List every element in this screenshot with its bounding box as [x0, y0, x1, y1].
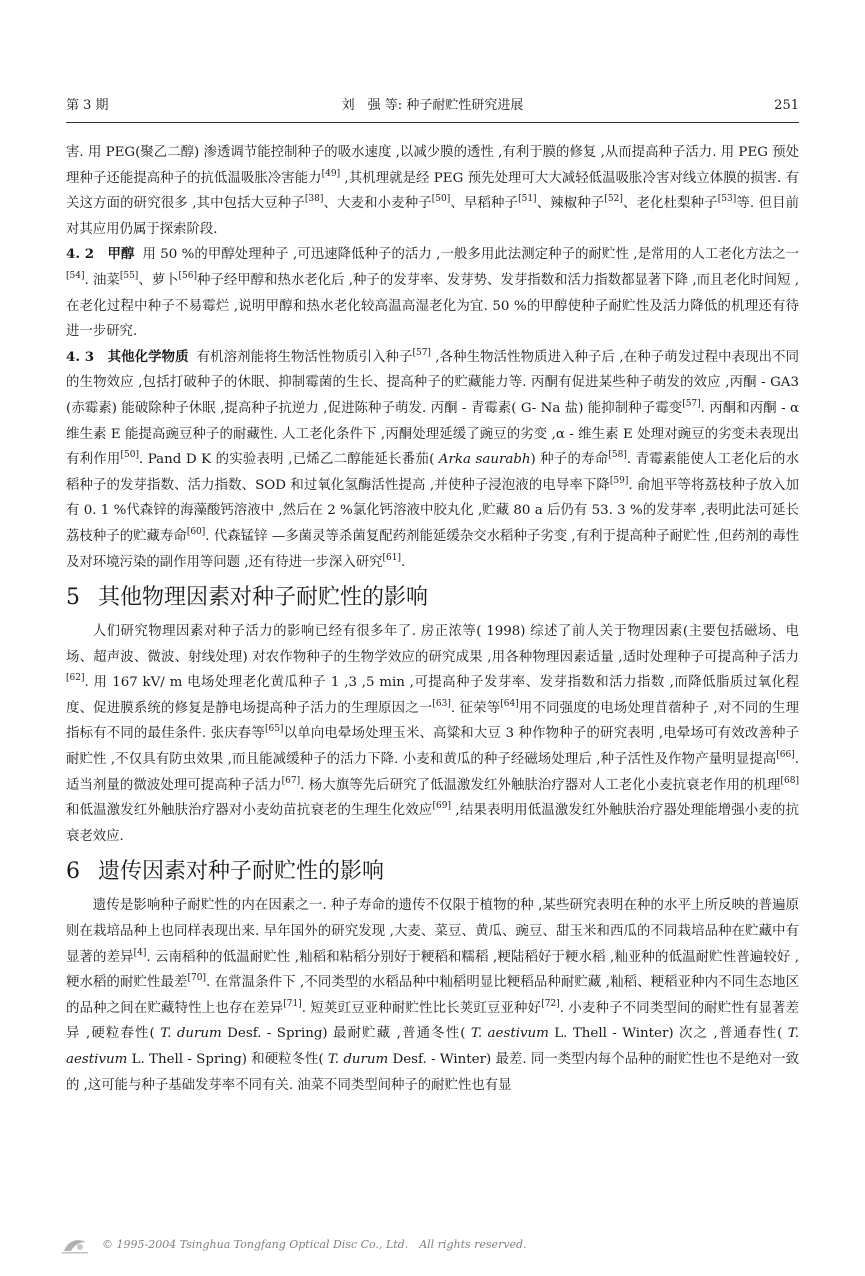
text-run: . 在常温条件下 ,不同类型的水稻品种中籼稻明显比粳稻品种耐贮藏 ,籼稻、粳稻亚种内不同生态地区的品种之间在贮藏特性上也存在差异 — [66, 975, 799, 1016]
text-run: . Pand D K 的实验表明 ,已烯乙二醇能延长番茄( — [139, 452, 439, 468]
section-heading-6 — [66, 857, 799, 887]
paragraph-other-chemicals — [66, 345, 799, 575]
citation-ref: [52] — [604, 194, 623, 205]
text-run: . 适当剂量的微波处理可提高种子活力 — [66, 752, 799, 793]
text-run: . 征荣等 — [450, 700, 501, 716]
text-run: 人们研究物理因素对种子活力的影响已经有很多年了. 房正浓等( 1998) 综述了前人关于物理因素(主要包括磁场、电场、超声波、微波、射线处理) 对农作物种子的生物学效应的研究成果 ,用各种物理因素适量 ,适时处理种子可提高种子活力 — [66, 624, 799, 665]
citation-ref: [58] — [608, 450, 627, 461]
text-run: 、萝卜 — [138, 272, 179, 288]
journal-issue: 第 3 期 — [66, 98, 109, 113]
citation-ref: [4] — [133, 947, 147, 958]
citation-ref: [68] — [780, 775, 800, 786]
citation-ref: [50] — [431, 194, 451, 205]
citation-ref: [62] — [66, 673, 85, 684]
citation-ref: [65] — [264, 724, 284, 735]
cnki-logo-icon — [60, 1234, 90, 1256]
text-run: L. Thell - Winter) 次之 ,普通春性( — [548, 1026, 788, 1042]
citation-ref: [63] — [432, 698, 451, 709]
copyright-notice: © 1995-2004 Tsinghua Tongfang Optical Disc Co., Ltd. All rights reserved. — [102, 1238, 527, 1251]
text-run: 有机溶剂能将生物活性物质引入种子 — [196, 349, 413, 365]
text-run: ,结果表明用低温激发红外触肤治疗器处理能增强小麦的抗衰老效应. — [66, 803, 799, 844]
citation-ref: [60] — [186, 526, 206, 537]
citation-ref: [56] — [178, 270, 198, 281]
citation-ref: [49] — [321, 168, 341, 179]
citation-ref: [38] — [304, 194, 324, 205]
citation-ref: [71] — [283, 998, 302, 1009]
citation-ref: [57] — [682, 398, 701, 409]
text-run: ,其机理就是经 PEG 预先处理可大大减轻低温吸胀冷害对线立体膜的损害. 有关这方面的研究很多 ,其中包括大豆种子 — [66, 170, 799, 212]
text-run: ,各种生物活性物质进入种子后 ,在种子萌发过程中表现出不同的生物效应 ,包括打破种子的休眠、抑制霉菌的生长、提高种子的贮藏能力等. 丙酮有促进某些种子萌发的效应 ,丙酮 - GA3 (赤霉素) 能破除种子休眠 ,提高种子抗逆力 ,促进陈种子萌发. 丙酮 - 青霉素( G- Na 盐) 能抑制种子霉变 — [66, 349, 800, 416]
section-title: 其他物理因素对种子耐贮性的影响 — [98, 585, 429, 611]
text-run: 害. 用 PEG(聚乙二醇) 渗透调节能控制种子的吸水速度 ,以减少膜的透性 ,有利于膜的修复 ,从而提高种子活力. 用 PEG 预处理种子还能提高种子的抗低温吸胀冷害能力 — [66, 145, 799, 186]
text-run: . 短荚豇豆亚种耐贮性比长荚豇豆亚种好 — [301, 1000, 542, 1016]
citation-ref: [54] — [66, 270, 85, 281]
citation-ref: [70] — [187, 973, 206, 984]
species-name: T. aestivum — [470, 1026, 549, 1042]
subsection-title-4-3: 4. 3 其他化学物质 — [66, 348, 189, 365]
section-number: 5 — [66, 585, 80, 611]
species-name: T. durum — [327, 1052, 389, 1067]
paragraph-peg — [66, 140, 799, 242]
text-run: 遗传是影响种子耐贮性的内在因素之一. 种子寿命的遗传不仅限于植物的种 ,某些研究表明在种的水平上所反映的普遍原则在栽培品种上也同样表现出来. 早年国外的研究发现 ,大麦、菜豆、黄瓜、豌豆、甜玉米和西瓜的不同栽培品种在贮藏中有显著的差异 — [66, 898, 799, 965]
section-title: 遗传因素对种子耐贮性的影响 — [98, 859, 385, 885]
citation-ref: [66] — [776, 750, 795, 761]
text-run: . 油菜 — [84, 272, 120, 288]
citation-ref: [59] — [609, 475, 629, 486]
species-name: Arka saurabh — [438, 452, 531, 468]
citation-ref: [53] — [717, 194, 737, 205]
text-run: . 丙酮和丙酮 - α 维生素 E 能提高豌豆种子的耐藏性. 人工老化条件下 ,丙酮处理延缓了豌豆的劣变 ,α - 维生素 E 处理对豌豆的劣变未表现出有利作用 — [66, 400, 799, 468]
text-run: L. Thell - Spring) 和硬粒冬性( — [127, 1052, 328, 1067]
text-run: 、辣椒种子 — [536, 196, 605, 212]
text-run: Desf. - Spring) 最耐贮藏 ,普通冬性( — [221, 1026, 471, 1042]
text-run: . 青霉素能使人工老化后的水稻种子的发芽指数、活力指数、SOD 和过氧化氢酶活性提高 ,并使种子浸泡液的电导率下降 — [66, 452, 800, 493]
text-run: 用 50 %的甲醇处理种子 ,可迅速降低种子的活力 ,一般多用此法测定种子的耐贮性 ,是常用的人工老化方法之一 — [142, 247, 799, 263]
text-run: . 杨大旗等先后研究了低温激发红外触肤治疗器对人工老化小麦抗衰老作用的机理 — [300, 777, 781, 793]
citation-ref: [57] — [412, 347, 431, 358]
citation-ref: [64] — [500, 698, 519, 709]
text-run: ) 种子的寿命 — [530, 452, 609, 468]
text-run: Desf. - Winter) 最差. 同一类型内每个品种的耐贮性也不是绝对一致的 ,这可能与种子基础发芽率不同有关. 油菜不同类型间种子的耐贮性也有显 — [66, 1052, 799, 1093]
section-heading-5 — [66, 583, 799, 613]
running-title: 刘 强 等: 种子耐贮性研究进展 — [341, 98, 524, 113]
text-run: . 代森锰锌 —多菌灵等杀菌复配药剂能延缓杂交水稻种子劣变 ,有利于提高种子耐贮性 ,但药剂的毒性及对环境污染的副作用等问题 ,还有待进一步深入研究 — [66, 528, 800, 570]
paragraph-methanol — [66, 242, 799, 344]
citation-ref: [61] — [382, 552, 401, 563]
text-run: . 小麦种子不同类型间的耐贮性有显著差异 ,硬粒春性( — [66, 1000, 800, 1042]
page-footer — [60, 1234, 800, 1256]
citation-ref: [50] — [120, 450, 140, 461]
text-run: . 用 167 kV/ m 电场处理老化黄瓜种子 1 ,3 ,5 min ,可提高种子发芽率、发芽指数和活力指数 ,而降低脂质过氧化程度、促进膜系统的修复是静电场提高种子活力的生理原因之一 — [66, 675, 799, 716]
paragraph-genetic-factors — [66, 893, 799, 1098]
text-run: . 云南稻种的低温耐贮性 ,籼稻和粘稻分别好于粳稻和糯稻 ,粳陆稻好于粳水稻 ,籼亚种的低温耐贮性普遍较好 ,粳水稻的耐贮性最差 — [66, 949, 799, 991]
text-run: 和低温激发红外触肤治疗器对小麦幼苗抗衰老的生理生化效应 — [66, 803, 433, 819]
text-run: 用不同强度的电场处理苜蓿种子 ,对不同的生理指标有不同的最佳条件. 张庆春等 — [66, 700, 800, 742]
text-run: 、早稻种子 — [450, 196, 519, 212]
article-body — [66, 140, 799, 1098]
citation-ref: [72] — [541, 998, 560, 1009]
text-run: 、大麦和小麦种子 — [323, 196, 432, 212]
subsection-title-4-2: 4. 2 甲醇 — [66, 246, 135, 263]
text-run: 种子经甲醇和热水老化后 ,种子的发芽率、发芽势、发芽指数和活力指数都显著下降 ,而且老化时间短 ,在老化过程中种子不易霉烂 ,说明甲醇和热水老化较高温高湿老化为宜. 50 %的甲醇使种子耐贮性及活力降低的机理还有待进一步研究. — [66, 272, 800, 340]
text-run: 以单向电晕场处理玉米、高粱和大豆 3 种作物种子的研究表明 ,电晕场可有效改善种子耐贮性 ,不仅具有防虫效果 ,而且能减缓种子的活力下降. 小麦和黄瓜的种子经磁场处理后 ,种子活性及作物产量明显提高 — [66, 726, 800, 768]
text-run: 等. 但目前对其应用仍属于探索阶段. — [66, 196, 800, 237]
species-name: T. aestivum — [66, 1026, 799, 1067]
citation-ref: [69] — [432, 801, 451, 812]
page-header — [66, 96, 799, 123]
text-run: 、老化杜梨种子 — [622, 196, 718, 212]
citation-ref: [51] — [518, 194, 537, 205]
page-number: 251 — [774, 98, 799, 113]
text-run: . — [400, 554, 406, 570]
citation-ref: [67] — [281, 775, 301, 786]
paragraph-physical-factors — [66, 619, 799, 849]
text-run: . 俞旭平等将荔枝种子放入加有 0. 1 %代森锌的海藻酸钙溶液中 ,然后在 2 %氯化钙溶液中胶丸化 ,贮藏 80 a 后仍有 53. 3 %的发芽率 ,表明此法可延长荔枝种子的贮藏寿命 — [66, 477, 800, 544]
species-name: T. durum — [160, 1026, 222, 1042]
section-number: 6 — [66, 859, 80, 885]
citation-ref: [55] — [119, 270, 139, 281]
